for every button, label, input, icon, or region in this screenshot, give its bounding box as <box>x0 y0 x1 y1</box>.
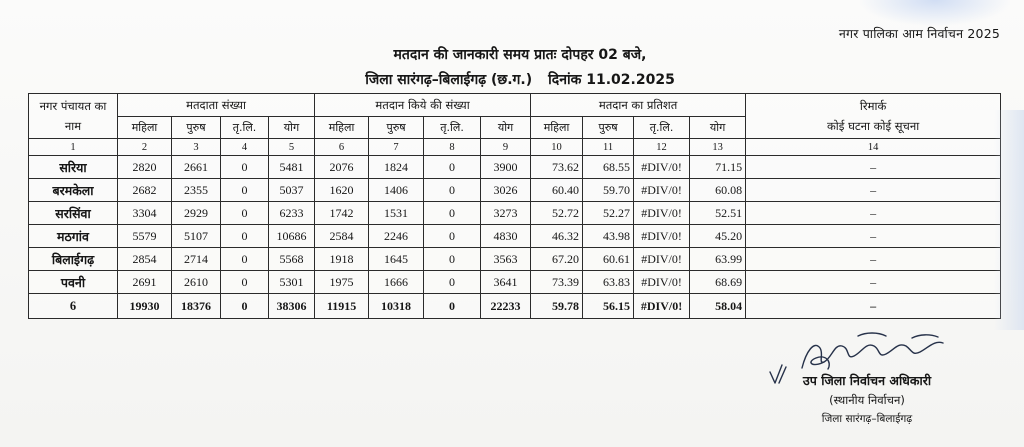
female-turnout-cell: 60.40 <box>531 179 583 202</box>
group-header-row <box>29 94 1001 117</box>
column-number: 5 <box>269 139 315 156</box>
name-header-line-1: नगर पंचायत का <box>39 99 107 113</box>
male-voters-header: पुरुष <box>172 117 221 139</box>
column-number: 9 <box>481 139 531 156</box>
column-number: 3 <box>172 139 221 156</box>
female-voters-cell: 2854 <box>118 248 172 271</box>
male-turnout-cell: 60.61 <box>583 248 634 271</box>
third-gender-votes-cast-cell: 0 <box>424 294 481 319</box>
male-voters-cell: 2610 <box>172 271 221 294</box>
total-turnout-cell: 45.20 <box>690 225 746 248</box>
total-turnout-cell: 63.99 <box>690 248 746 271</box>
remark-header-line-2: कोई घटना कोई सूचना <box>826 119 920 133</box>
table-row <box>29 225 1001 248</box>
remark-column-header <box>746 94 1001 139</box>
total-votes-cast-cell: 22233 <box>481 294 531 319</box>
female-voters-cell: 19930 <box>118 294 172 319</box>
female-turnout-cell: 73.62 <box>531 156 583 179</box>
female-votes-cast-cell: 2076 <box>315 156 369 179</box>
polling-report-table <box>28 93 1001 319</box>
total-voters-cell: 10686 <box>269 225 315 248</box>
nagar-panchayat-name: सरिया <box>29 156 118 179</box>
remark-header-line-1: रिमार्क <box>859 99 887 113</box>
third-gender-turnout-cell: #DIV/0! <box>634 179 690 202</box>
third-gender-turnout-header: तृ.लि. <box>634 117 690 139</box>
remark-cell: – <box>746 202 1001 225</box>
officer-designation: उप जिला निर्वाचन अधिकारी <box>802 373 932 388</box>
total-votes-cast-header: योग <box>481 117 531 139</box>
total-turnout-cell: 60.08 <box>690 179 746 202</box>
female-voters-cell: 2820 <box>118 156 172 179</box>
officer-district: जिला सारंगढ़–बिलाईगढ़ <box>821 413 913 425</box>
total-voters-cell: 5481 <box>269 156 315 179</box>
male-votes-cast-cell: 1666 <box>369 271 424 294</box>
male-turnout-cell: 56.15 <box>583 294 634 319</box>
female-votes-cast-cell: 1918 <box>315 248 369 271</box>
total-row <box>29 294 1001 319</box>
turnout-percent-group-header: मतदान का प्रतिशत <box>531 94 746 117</box>
remark-cell: – <box>746 156 1001 179</box>
third-gender-votes-cast-cell: 0 <box>424 156 481 179</box>
third-gender-votes-cast-cell: 0 <box>424 248 481 271</box>
report-title: मतदान की जानकारी समय प्रातः दोपहर 02 बजे, <box>393 47 647 63</box>
male-voters-cell: 2661 <box>172 156 221 179</box>
third-gender-turnout-cell: #DIV/0! <box>634 294 690 319</box>
remark-cell: – <box>746 294 1001 319</box>
male-voters-cell: 2714 <box>172 248 221 271</box>
column-number: 8 <box>424 139 481 156</box>
column-number: 11 <box>583 139 634 156</box>
male-turnout-cell: 68.55 <box>583 156 634 179</box>
light-glare-overlay <box>994 110 1024 330</box>
column-number: 1 <box>29 139 118 156</box>
male-turnout-cell: 43.98 <box>583 225 634 248</box>
male-votes-cast-cell: 1645 <box>369 248 424 271</box>
total-count-cell: 6 <box>29 294 118 319</box>
male-votes-cast-cell: 1531 <box>369 202 424 225</box>
column-number: 6 <box>315 139 369 156</box>
male-votes-cast-cell: 2246 <box>369 225 424 248</box>
remark-cell: – <box>746 179 1001 202</box>
report-subtitle <box>290 70 750 89</box>
third-gender-voters-cell: 0 <box>221 179 269 202</box>
nagar-panchayat-name: बरमकेला <box>29 179 118 202</box>
third-gender-votes-cast-header: तृ.लि. <box>424 117 481 139</box>
male-votes-cast-cell: 10318 <box>369 294 424 319</box>
male-turnout-cell: 63.83 <box>583 271 634 294</box>
male-voters-cell: 2355 <box>172 179 221 202</box>
female-turnout-cell: 46.32 <box>531 225 583 248</box>
column-number: 13 <box>690 139 746 156</box>
column-number: 4 <box>221 139 269 156</box>
male-voters-cell: 18376 <box>172 294 221 319</box>
total-votes-cast-cell: 3026 <box>481 179 531 202</box>
column-number-row <box>29 139 1001 156</box>
table-row <box>29 202 1001 225</box>
total-votes-cast-cell: 3563 <box>481 248 531 271</box>
nagar-panchayat-name: सरसिंवा <box>29 202 118 225</box>
total-voters-header: योग <box>269 117 315 139</box>
third-gender-votes-cast-cell: 0 <box>424 202 481 225</box>
male-voters-cell: 2929 <box>172 202 221 225</box>
total-votes-cast-cell: 3900 <box>481 156 531 179</box>
third-gender-turnout-cell: #DIV/0! <box>634 271 690 294</box>
total-voters-cell: 6233 <box>269 202 315 225</box>
male-turnout-cell: 59.70 <box>583 179 634 202</box>
male-votes-cast-cell: 1824 <box>369 156 424 179</box>
total-voters-cell: 5568 <box>269 248 315 271</box>
male-votes-cast-header: पुरुष <box>369 117 424 139</box>
female-voters-cell: 3304 <box>118 202 172 225</box>
election-header-note: नगर पालिका आम निर्वाचन 2025 <box>838 26 1000 41</box>
third-gender-voters-cell: 0 <box>221 156 269 179</box>
column-number: 12 <box>634 139 690 156</box>
total-turnout-cell: 71.15 <box>690 156 746 179</box>
female-turnout-cell: 52.72 <box>531 202 583 225</box>
third-gender-voters-cell: 0 <box>221 202 269 225</box>
third-gender-votes-cast-cell: 0 <box>424 225 481 248</box>
table-row <box>29 271 1001 294</box>
third-gender-votes-cast-cell: 0 <box>424 271 481 294</box>
table-row <box>29 179 1001 202</box>
female-votes-cast-cell: 1620 <box>315 179 369 202</box>
table-row <box>29 156 1001 179</box>
third-gender-turnout-cell: #DIV/0! <box>634 202 690 225</box>
female-turnout-cell: 73.39 <box>531 271 583 294</box>
female-votes-cast-cell: 11915 <box>315 294 369 319</box>
total-votes-cast-cell: 3273 <box>481 202 531 225</box>
total-votes-cast-cell: 3641 <box>481 271 531 294</box>
third-gender-voters-cell: 0 <box>221 271 269 294</box>
third-gender-turnout-cell: #DIV/0! <box>634 156 690 179</box>
remark-cell: – <box>746 271 1001 294</box>
female-voters-cell: 2682 <box>118 179 172 202</box>
male-votes-cast-cell: 1406 <box>369 179 424 202</box>
column-number: 10 <box>531 139 583 156</box>
third-gender-voters-cell: 0 <box>221 225 269 248</box>
district-label: जिला सारंगढ़–बिलाईगढ़ (छ.ग.) <box>365 72 533 88</box>
total-voters-cell: 5301 <box>269 271 315 294</box>
total-voters-cell: 5037 <box>269 179 315 202</box>
light-glare-overlay <box>860 0 1010 26</box>
column-number: 2 <box>118 139 172 156</box>
male-voters-cell: 5107 <box>172 225 221 248</box>
female-votes-cast-header: महिला <box>315 117 369 139</box>
female-voters-header: महिला <box>118 117 172 139</box>
total-turnout-cell: 58.04 <box>690 294 746 319</box>
nagar-panchayat-name: बिलाईगढ़ <box>29 248 118 271</box>
female-votes-cast-cell: 1742 <box>315 202 369 225</box>
name-column-header <box>29 94 118 139</box>
total-turnout-cell: 68.69 <box>690 271 746 294</box>
remark-cell: – <box>746 248 1001 271</box>
signature-block <box>778 371 956 428</box>
female-voters-cell: 5579 <box>118 225 172 248</box>
votes-cast-group-header: मतदान किये की संख्या <box>315 94 531 117</box>
third-gender-voters-header: तृ.लि. <box>221 117 269 139</box>
column-number: 14 <box>746 139 1001 156</box>
third-gender-turnout-cell: #DIV/0! <box>634 225 690 248</box>
male-turnout-header: पुरुष <box>583 117 634 139</box>
total-voters-cell: 38306 <box>269 294 315 319</box>
female-turnout-cell: 59.78 <box>531 294 583 319</box>
female-voters-cell: 2691 <box>118 271 172 294</box>
voter-count-group-header: मतदाता संख्या <box>118 94 315 117</box>
remark-cell: – <box>746 225 1001 248</box>
female-votes-cast-cell: 2584 <box>315 225 369 248</box>
nagar-panchayat-name: मठगांव <box>29 225 118 248</box>
total-turnout-cell: 52.51 <box>690 202 746 225</box>
officer-department: (स्थानीय निर्वाचन) <box>829 393 905 407</box>
column-number: 7 <box>369 139 424 156</box>
table-body <box>29 156 1001 319</box>
female-turnout-cell: 67.20 <box>531 248 583 271</box>
table-row <box>29 248 1001 271</box>
report-date: दिनांक 11.02.2025 <box>548 72 675 88</box>
total-votes-cast-cell: 4830 <box>481 225 531 248</box>
third-gender-voters-cell: 0 <box>221 294 269 319</box>
total-turnout-header: योग <box>690 117 746 139</box>
male-turnout-cell: 52.27 <box>583 202 634 225</box>
name-header-line-2: नाम <box>64 119 82 133</box>
female-votes-cast-cell: 1975 <box>315 271 369 294</box>
third-gender-votes-cast-cell: 0 <box>424 179 481 202</box>
third-gender-turnout-cell: #DIV/0! <box>634 248 690 271</box>
nagar-panchayat-name: पवनी <box>29 271 118 294</box>
female-turnout-header: महिला <box>531 117 583 139</box>
third-gender-voters-cell: 0 <box>221 248 269 271</box>
